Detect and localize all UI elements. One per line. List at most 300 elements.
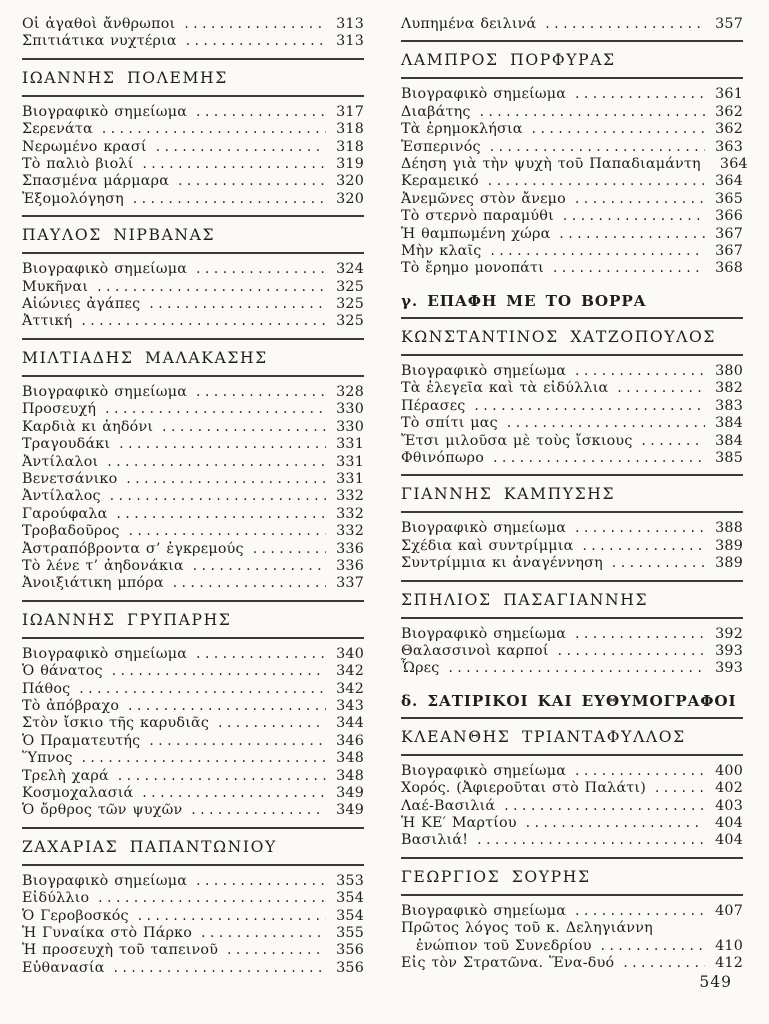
dot-leader bbox=[126, 471, 326, 488]
toc-entry bbox=[401, 643, 743, 660]
toc-entry bbox=[401, 626, 743, 643]
toc-entry bbox=[401, 920, 743, 937]
dot-leader bbox=[143, 156, 326, 173]
toc-entry-title: Εὐθανασία bbox=[22, 959, 105, 976]
toc-entry bbox=[401, 903, 743, 920]
toc-entry bbox=[22, 750, 364, 767]
toc-entry bbox=[401, 380, 743, 397]
toc-entry-page: 332 bbox=[336, 505, 364, 522]
toc-entry bbox=[22, 156, 364, 173]
dot-leader bbox=[107, 454, 326, 471]
toc-entry-title: Βιογραφικὸ σημείωμα bbox=[401, 520, 567, 537]
toc-entry-page: 392 bbox=[715, 625, 743, 642]
toc-entry-page: 325 bbox=[336, 296, 364, 313]
toc-entry-page: 362 bbox=[715, 103, 743, 120]
toc-entry-page: 336 bbox=[336, 540, 364, 557]
toc-entry-page: 362 bbox=[715, 121, 743, 138]
toc-entry-title: Ἀντίλαλος bbox=[22, 488, 101, 505]
toc-entry-page: 325 bbox=[336, 313, 364, 330]
toc-entry bbox=[401, 86, 743, 103]
toc-entry-page: 325 bbox=[336, 278, 364, 295]
dot-leader bbox=[545, 16, 705, 33]
toc-entry bbox=[401, 173, 743, 190]
toc-entry-title: Ἀνεμῶνες στὸν ἄνεμο bbox=[401, 190, 566, 207]
toc-entry bbox=[22, 261, 364, 278]
toc-entry-title: Τρελὴ χαρά bbox=[22, 767, 109, 784]
dot-leader bbox=[448, 660, 705, 677]
author-heading: ΠΑΥΛΟΣ ΝΙΡΒΑΝΑΣ bbox=[22, 215, 364, 254]
toc-entry-page: 366 bbox=[715, 208, 743, 225]
toc-entry-title: Ὁ Γεροβοσκός bbox=[22, 907, 129, 924]
toc-entry-page: 412 bbox=[715, 955, 743, 971]
dot-leader bbox=[196, 384, 326, 401]
toc-entry bbox=[22, 681, 364, 698]
toc-entry-title: ἐνώπιον τοῦ Συνεδρίου bbox=[416, 937, 592, 954]
toc-entry bbox=[22, 139, 364, 156]
author-heading: ΓΙΑΝΝΗΣ ΚΑΜΠΥΣΗΣ bbox=[401, 474, 743, 513]
toc-entry-title: Στὸν ἴσκιο τῆς καρυδιᾶς bbox=[22, 715, 210, 732]
dot-leader bbox=[114, 960, 326, 977]
toc-entry bbox=[401, 104, 743, 121]
toc-entry bbox=[22, 646, 364, 663]
dot-leader bbox=[149, 296, 326, 313]
toc-entry-page: 349 bbox=[336, 802, 364, 819]
toc-entry-page: 354 bbox=[336, 907, 364, 924]
author-heading: ΙΩΑΝΝΗΣ ΠΟΛΕΜΗΣ bbox=[22, 58, 364, 97]
toc-entry-title: Βιογραφικὸ σημείωμα bbox=[401, 362, 567, 379]
toc-entry-title: Τὸ στερνὸ παραμύθι bbox=[401, 208, 554, 225]
dot-leader bbox=[532, 121, 705, 138]
dot-leader bbox=[196, 873, 326, 890]
dot-leader bbox=[601, 938, 705, 955]
toc-entry-page: 367 bbox=[715, 225, 743, 242]
toc-entry-title: Χορός. (Ἀφιεροῦται στὸ Παλάτι) bbox=[401, 780, 646, 797]
toc-entry bbox=[22, 575, 364, 592]
dot-leader bbox=[81, 313, 326, 330]
dot-leader bbox=[98, 890, 326, 907]
dot-leader bbox=[156, 139, 326, 156]
toc-entry-page: 380 bbox=[715, 362, 743, 379]
toc-entry-page: 383 bbox=[715, 397, 743, 414]
toc-column-right bbox=[401, 16, 748, 977]
toc-entry bbox=[401, 208, 743, 225]
toc-entry-title: Βασιλιά! bbox=[401, 832, 469, 849]
toc-entry bbox=[401, 938, 743, 955]
dot-leader bbox=[575, 363, 705, 380]
toc-entry bbox=[401, 433, 743, 450]
toc-entry-title: Σχέδια καὶ συντρίμμια bbox=[401, 537, 574, 554]
author-heading: ΛΑΜΠΡΟΣ ΠΟΡΦΥΡΑΣ bbox=[401, 40, 743, 79]
toc-entry bbox=[22, 541, 364, 558]
toc-entry-title: Ἡ προσευχὴ τοῦ ταπεινοῦ bbox=[22, 942, 219, 959]
toc-entry-page: 402 bbox=[715, 780, 743, 797]
dot-leader bbox=[575, 903, 705, 920]
toc-entry-title: Ὁ ὄρθρος τῶν ψυχῶν bbox=[22, 802, 183, 819]
dot-leader bbox=[526, 815, 705, 832]
toc-entry-page: 357 bbox=[715, 16, 743, 32]
toc-entry-title: Βιογραφικὸ σημείωμα bbox=[401, 762, 567, 779]
toc-entry bbox=[401, 191, 743, 208]
toc-entry bbox=[22, 419, 364, 436]
toc-entry-page: 346 bbox=[336, 732, 364, 749]
toc-entry-title: Φθινόπωρο bbox=[401, 449, 485, 466]
toc-entry-title: Τροβαδοῦρος bbox=[22, 523, 120, 540]
toc-entry-page: 393 bbox=[715, 642, 743, 659]
toc-entry-title: Ἡ Γυναίκα στὸ Πάρκο bbox=[22, 925, 193, 942]
toc-entry-title: Ὁ Πραματευτής bbox=[22, 732, 141, 749]
toc-entry bbox=[401, 815, 743, 832]
toc-entry-page: 342 bbox=[336, 663, 364, 680]
toc-entry-title: Βιογραφικὸ σημείωμα bbox=[22, 872, 188, 889]
toc-entry-title: Λαέ-Βασιλιά bbox=[401, 797, 496, 814]
toc-entry-title: Βιογραφικὸ σημείωμα bbox=[22, 645, 188, 662]
page-number: 549 bbox=[699, 973, 732, 991]
toc-entry bbox=[401, 415, 743, 432]
toc-column-left bbox=[22, 16, 364, 977]
toc-entry bbox=[22, 715, 364, 732]
toc-entry-page: 404 bbox=[715, 832, 743, 849]
dot-leader bbox=[102, 121, 326, 138]
dot-leader bbox=[623, 955, 705, 972]
toc-entry-page: 342 bbox=[336, 680, 364, 697]
toc-entry bbox=[401, 660, 743, 677]
toc-entry-title: Ἀττική bbox=[22, 313, 73, 330]
author-heading: ΖΑΧΑΡΙΑΣ ΠΑΠΑΝΤΩΝΙΟΥ bbox=[22, 827, 364, 866]
toc-entry-title: Τὸ ἔρημο μονοπάτι bbox=[401, 260, 544, 277]
toc-entry-title: Οἱ ἀγαθοὶ ἄνθρωποι bbox=[22, 16, 176, 32]
dot-leader bbox=[110, 488, 326, 505]
dot-leader bbox=[196, 646, 326, 663]
toc-entry-page: 382 bbox=[715, 380, 743, 397]
dot-leader bbox=[477, 832, 705, 849]
toc-entry bbox=[401, 226, 743, 243]
toc-entry-page: 368 bbox=[715, 260, 743, 277]
toc-entry bbox=[401, 139, 743, 156]
toc-entry-page: 344 bbox=[336, 715, 364, 732]
toc-entry bbox=[22, 279, 364, 296]
toc-entry-title: Εἰδύλλιο bbox=[22, 890, 90, 907]
toc-entry bbox=[401, 555, 743, 572]
toc-entry bbox=[22, 454, 364, 471]
toc-entry-page: 404 bbox=[715, 814, 743, 831]
dot-leader bbox=[173, 575, 326, 592]
toc-entry-title: Αἰώνιες ἀγάπες bbox=[22, 296, 141, 313]
part-heading: δ. ΣΑΤΙΡΙΚΟΙ ΚΑΙ ΕΥΘΥΜΟΓΡΑΦΟΙ bbox=[401, 691, 737, 710]
toc-entry bbox=[401, 450, 743, 467]
dot-leader bbox=[193, 558, 326, 575]
toc-entry bbox=[22, 16, 364, 33]
toc-entry-title: Ἔτσι μιλοῦσα μὲ τοὺς ἴσκιους bbox=[401, 432, 633, 449]
dot-leader bbox=[575, 191, 705, 208]
toc-entry bbox=[401, 156, 748, 173]
toc-entry-title: Δέηση γιὰ τὴν ψυχὴ τοῦ Παπαδιαμάντη bbox=[401, 156, 701, 173]
dot-leader bbox=[149, 733, 326, 750]
toc-entry-page: 331 bbox=[336, 436, 364, 453]
toc-entry bbox=[22, 506, 364, 523]
dot-leader bbox=[82, 750, 326, 767]
toc-entry-title: Πέρασες bbox=[401, 397, 466, 414]
toc-entry bbox=[22, 471, 364, 488]
toc-entry bbox=[22, 873, 364, 890]
dot-leader bbox=[128, 698, 326, 715]
dot-leader bbox=[642, 433, 705, 450]
toc-entry-page: 331 bbox=[336, 453, 364, 470]
dot-leader bbox=[201, 925, 326, 942]
toc-entry bbox=[22, 33, 364, 50]
toc-entry-page: 332 bbox=[336, 488, 364, 505]
toc-entry bbox=[401, 763, 743, 780]
dot-leader bbox=[138, 908, 326, 925]
toc-entry-title: Ὁ θάνατος bbox=[22, 663, 103, 680]
toc-entry-page: 331 bbox=[336, 470, 364, 487]
toc-entry-page: 313 bbox=[336, 16, 364, 32]
toc-entry-title: Ἑσπερινός bbox=[401, 138, 481, 155]
toc-entry bbox=[401, 832, 743, 849]
toc-entry-title: Βιογραφικὸ σημείωμα bbox=[22, 103, 188, 120]
dot-leader bbox=[196, 104, 326, 121]
toc-entry-title: Κοσμοχαλασιά bbox=[22, 785, 134, 801]
toc-entry-page: 348 bbox=[336, 767, 364, 784]
toc-entry bbox=[401, 243, 743, 260]
toc-entry-title: Ἀστραπόβροντα σ’ ἐγκρεμούς bbox=[22, 540, 244, 557]
toc-entry bbox=[22, 523, 364, 540]
toc-entry-title: Τὰ ἐλεγεῖα καὶ τὰ εἰδύλλια bbox=[401, 380, 609, 397]
toc-entry bbox=[22, 488, 364, 505]
toc-entry-title: Ἐξομολόγηση bbox=[22, 190, 124, 207]
toc-entry-title: Βενετσάνικο bbox=[22, 470, 118, 487]
dot-leader bbox=[655, 780, 705, 797]
toc-entry-title: Ὕπνος bbox=[22, 750, 73, 767]
toc-entry-title: Σπιτιάτικα νυχτέρια bbox=[22, 33, 177, 50]
toc-entry-page: 356 bbox=[336, 959, 364, 976]
toc-entry-page: 319 bbox=[336, 156, 364, 173]
toc-entry-page: 384 bbox=[715, 415, 743, 432]
dot-leader bbox=[218, 715, 326, 732]
part-heading: γ. ΕΠΑΦΗ ΜΕ ΤΟ ΒΟΡΡΑ bbox=[401, 291, 647, 310]
toc-entry bbox=[22, 401, 364, 418]
dot-leader bbox=[491, 243, 705, 260]
toc-entry-title: Θαλασσινοὶ καρποί bbox=[401, 642, 549, 659]
toc-entry-title: Τὸ σπίτι μας bbox=[401, 415, 498, 432]
dot-leader bbox=[227, 942, 326, 959]
author-heading: ΣΠΗΛΙΟΣ ΠΑΣΑΓΙΑΝΝΗΣ bbox=[401, 580, 743, 619]
dot-leader bbox=[553, 260, 705, 277]
toc-entry-page: 354 bbox=[336, 890, 364, 907]
toc-entry-title: Ἀνοιξιάτικη μπόρα bbox=[22, 575, 164, 592]
toc-entry-page: 353 bbox=[336, 872, 364, 889]
dot-leader bbox=[582, 538, 705, 555]
toc-entry-title: Βιογραφικὸ σημείωμα bbox=[401, 86, 567, 103]
toc-entry bbox=[22, 890, 364, 907]
dot-leader bbox=[490, 139, 705, 156]
toc-entry bbox=[22, 960, 364, 977]
author-heading: ΓΕΩΡΓΙΟΣ ΣΟΥΡΗΣ bbox=[401, 857, 743, 896]
toc-entry-page: 349 bbox=[336, 785, 364, 801]
toc-entry bbox=[22, 802, 364, 819]
toc-entry bbox=[22, 733, 364, 750]
toc-entry-title: Τὸ ἀπόβραχο bbox=[22, 697, 120, 714]
toc-entry-page: 403 bbox=[715, 797, 743, 814]
author-heading: ΚΩΝΣΤΑΝΤΙΝΟΣ ΧΑΤΖΟΠΟΥΛΟΣ bbox=[401, 317, 743, 356]
toc-entry bbox=[22, 173, 364, 190]
dot-leader bbox=[612, 555, 705, 572]
toc-entry-page: 356 bbox=[336, 942, 364, 959]
toc-entry bbox=[401, 16, 743, 33]
toc-entry-title: Συντρίμμια κι ἀναγέννηση bbox=[401, 555, 603, 572]
dot-leader bbox=[133, 191, 326, 208]
toc-entry-page: 332 bbox=[336, 523, 364, 540]
dot-leader bbox=[129, 523, 326, 540]
toc-entry-page: 393 bbox=[715, 660, 743, 677]
toc-entry-page: 389 bbox=[715, 555, 743, 572]
dot-leader bbox=[112, 663, 326, 680]
dot-leader bbox=[559, 226, 705, 243]
toc-entry-title: Λυπημένα δειλινά bbox=[401, 16, 537, 32]
toc-entry-page: 367 bbox=[715, 243, 743, 260]
toc-entry bbox=[401, 363, 743, 380]
toc-entry bbox=[22, 313, 364, 330]
toc-entry-page: 384 bbox=[715, 432, 743, 449]
toc-entry bbox=[22, 925, 364, 942]
toc-entry-title: Τραγουδάκι bbox=[22, 436, 111, 453]
author-heading: ΙΩΑΝΝΗΣ ΓΡΥΠΑΡΗΣ bbox=[22, 600, 364, 639]
dot-leader bbox=[191, 802, 326, 819]
toc-entry-page: 336 bbox=[336, 557, 364, 574]
toc-entry-title: Ἡ θαμπωμένη χώρα bbox=[401, 225, 551, 242]
toc-entry bbox=[22, 104, 364, 121]
toc-entry-page: 400 bbox=[715, 762, 743, 779]
toc-entry-page: 361 bbox=[715, 86, 743, 103]
toc-entry-page: 389 bbox=[715, 537, 743, 554]
toc-entry-title: Γαρούφαλα bbox=[22, 505, 108, 522]
toc-entry-page: 348 bbox=[336, 750, 364, 767]
author-heading: ΚΛΕΑΝΘΗΣ ΤΡΙΑΝΤΑΦΥΛΛΟΣ bbox=[401, 717, 743, 756]
toc-entry-page: 324 bbox=[336, 261, 364, 278]
dot-leader bbox=[178, 173, 326, 190]
toc-entry-title: Ἡ ΚΕ′ Μαρτίου bbox=[401, 814, 517, 831]
toc-entry bbox=[22, 908, 364, 925]
dot-leader bbox=[142, 785, 326, 802]
toc-entry bbox=[401, 121, 743, 138]
toc-entry bbox=[401, 538, 743, 555]
toc-entry-title: Σερενάτα bbox=[22, 121, 93, 138]
dot-leader bbox=[118, 768, 326, 785]
dot-leader bbox=[184, 16, 326, 33]
toc-entry bbox=[22, 558, 364, 575]
toc-entry-title: Εἰς τὸν Στρατῶνα. Ἕνα-δυό bbox=[401, 955, 615, 971]
toc-entry-page: 320 bbox=[336, 190, 364, 207]
dot-leader bbox=[563, 208, 705, 225]
dot-leader bbox=[116, 506, 326, 523]
toc-entry-title: Βιογραφικὸ σημείωμα bbox=[22, 383, 188, 400]
toc-entry-title: Καρδιὰ κι ἀηδόνι bbox=[22, 418, 154, 435]
dot-leader bbox=[196, 261, 326, 278]
toc-entry-page: 320 bbox=[336, 173, 364, 190]
toc-entry-page: 317 bbox=[336, 103, 364, 120]
dot-leader bbox=[617, 380, 705, 397]
toc-entry-title: Τὸ παλιὸ βιολί bbox=[22, 156, 134, 173]
dot-leader bbox=[507, 415, 705, 432]
toc-entry-title: Σπασμένα μάρμαρα bbox=[22, 173, 170, 190]
toc-entry-title: Ὧρες bbox=[401, 660, 440, 677]
dot-leader bbox=[575, 626, 705, 643]
toc-entry-page: 328 bbox=[336, 383, 364, 400]
toc-entry-page: 318 bbox=[336, 121, 364, 138]
toc-entry bbox=[22, 191, 364, 208]
toc-entry-page: 318 bbox=[336, 138, 364, 155]
toc-entry-page: 365 bbox=[715, 190, 743, 207]
toc-entry-page: 343 bbox=[336, 697, 364, 714]
toc-entry bbox=[22, 942, 364, 959]
toc-entry-title: Μυκῆναι bbox=[22, 278, 89, 295]
toc-entry-page: 330 bbox=[336, 401, 364, 418]
author-heading: ΜΙΛΤΙΑΔΗΣ ΜΑΛΑΚΑΣΗΣ bbox=[22, 338, 364, 377]
toc-entry bbox=[401, 398, 743, 415]
dot-leader bbox=[493, 450, 705, 467]
toc-entry bbox=[22, 698, 364, 715]
toc-entry-page: 407 bbox=[715, 902, 743, 919]
dot-leader bbox=[558, 643, 705, 660]
toc-entry bbox=[22, 121, 364, 138]
dot-leader bbox=[186, 33, 326, 50]
dot-leader bbox=[97, 279, 326, 296]
dot-leader bbox=[79, 681, 326, 698]
toc-entry-title: Πάθος bbox=[22, 680, 71, 697]
toc-entry-title: Διαβάτης bbox=[401, 103, 471, 120]
toc-entry-title: Βιογραφικὸ σημείωμα bbox=[22, 261, 188, 278]
toc-entry-page: 385 bbox=[715, 449, 743, 466]
toc-entry bbox=[22, 785, 364, 802]
toc-entry bbox=[401, 520, 743, 537]
toc-entry-page: 410 bbox=[715, 937, 743, 954]
dot-leader bbox=[480, 104, 705, 121]
toc-entry bbox=[401, 955, 743, 972]
dot-leader bbox=[105, 401, 326, 418]
toc-entry bbox=[22, 384, 364, 401]
toc-entry-page: 388 bbox=[715, 520, 743, 537]
toc-entry bbox=[22, 296, 364, 313]
toc-entry-title: Προσευχή bbox=[22, 401, 97, 418]
dot-leader bbox=[162, 419, 326, 436]
toc-entry bbox=[22, 663, 364, 680]
toc-entry-page: 355 bbox=[336, 925, 364, 942]
dot-leader bbox=[488, 173, 705, 190]
toc-entry-title: Τὸ λένε τ’ ἀηδονάκια bbox=[22, 557, 184, 574]
toc-entry-title: Κεραμεικό bbox=[401, 173, 479, 190]
toc-entry-title: Βιογραφικὸ σημείωμα bbox=[401, 902, 567, 919]
toc-entry-page: 337 bbox=[336, 575, 364, 592]
dot-leader bbox=[119, 436, 326, 453]
dot-leader bbox=[575, 763, 705, 780]
toc-entry bbox=[401, 798, 743, 815]
dot-leader bbox=[475, 398, 705, 415]
toc-entry bbox=[401, 780, 743, 797]
toc-entry-title: Τὰ ἐρημοκλήσια bbox=[401, 121, 523, 138]
toc-entry-title: Βιογραφικὸ σημείωμα bbox=[401, 625, 567, 642]
toc-entry-page: 330 bbox=[336, 418, 364, 435]
toc-entry-page: 364 bbox=[715, 173, 743, 190]
toc-entry-title: Ἀντίλαλοι bbox=[22, 453, 99, 470]
toc-entry-title: Πρῶτος λόγος τοῦ κ. Δεληγιάννη bbox=[401, 920, 653, 937]
toc-entry bbox=[22, 436, 364, 453]
toc-entry-title: Νερωμένο κρασί bbox=[22, 138, 147, 155]
toc-entry-page: 340 bbox=[336, 645, 364, 662]
toc-entry-page: 313 bbox=[336, 33, 364, 50]
toc-entry bbox=[401, 260, 743, 277]
toc-entry-page: 363 bbox=[715, 138, 743, 155]
dot-leader bbox=[253, 541, 326, 558]
dot-leader bbox=[504, 798, 705, 815]
